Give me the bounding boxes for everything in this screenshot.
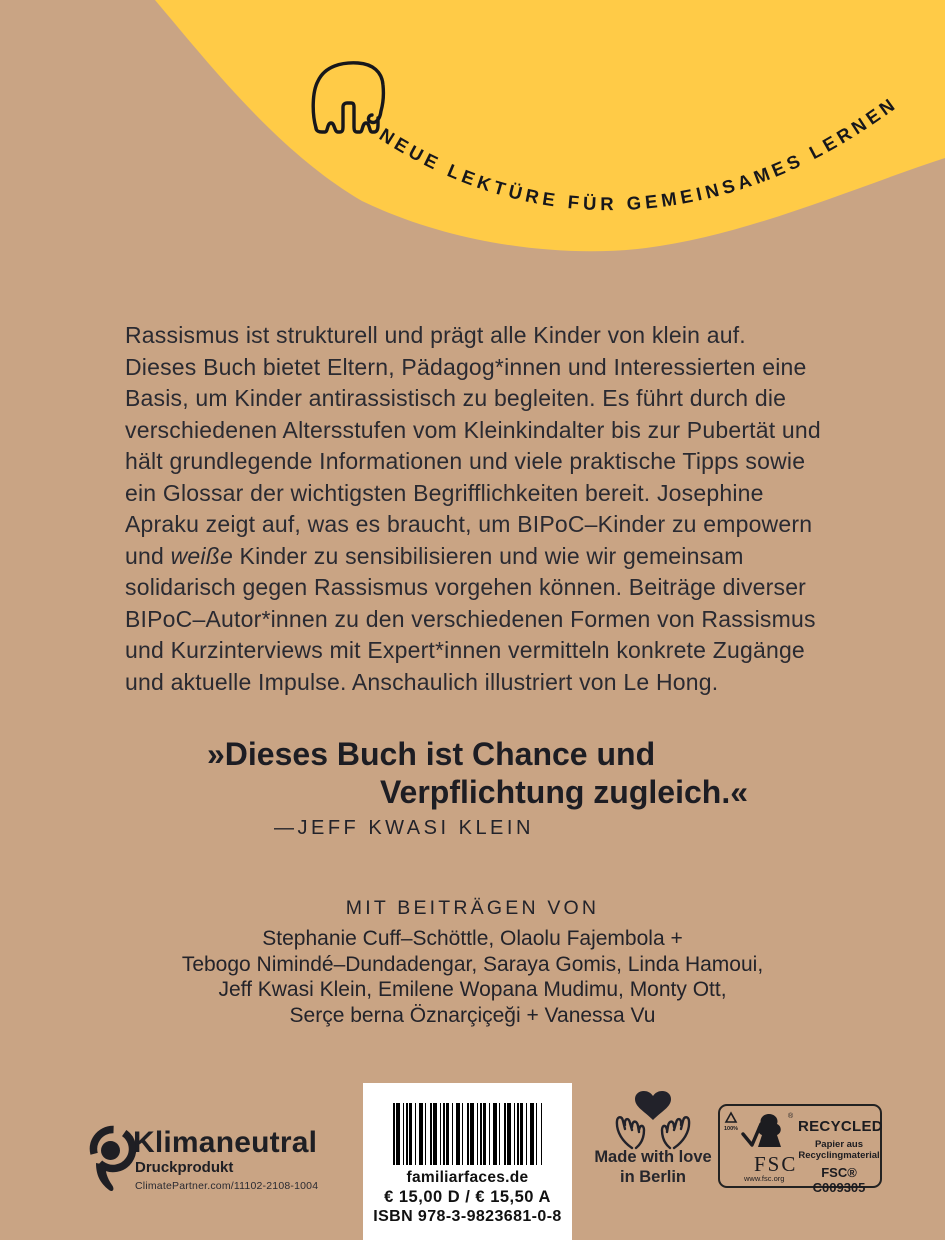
synopsis-line: solidarisch gegen Rassismus vorgehen können. Beiträge diverser [125,574,807,600]
fsc-label [718,1104,883,1195]
quote-attribution: —JEFF KWASI KLEIN [274,817,534,839]
heart-icon [635,1091,671,1120]
fsc-desc-line1: Papier aus [814,1139,864,1150]
fsc-acronym: FSC [754,1152,798,1176]
synopsis-line-italic-weisse: und weiße Kinder zu sensibilisieren und wie wir gemeinsam [125,542,744,569]
synopsis [125,320,865,698]
contributors-list [0,926,945,1028]
synopsis-line: und Kurzinterviews mit Expert*innen vermitteln konkrete Zugänge [125,637,805,663]
contributors-heading: MIT BEITRÄGEN VON [345,897,600,919]
synopsis-line: Apraku zeigt auf, was es braucht, um BIPoC–Kinder zu empowern [125,511,813,537]
made-with-love-line1: Made with love [594,1148,712,1166]
fsc-license-code: FSC® C009305 [812,1165,866,1195]
contributors-line: Serçe berna Öznarçiçeği + Vanessa Vu [289,1003,656,1027]
climate-subtitle: Druckprodukt [135,1159,234,1176]
svg-text:®: ® [788,1113,794,1120]
quote-line-2: Verpflichtung zugleich.« [379,774,748,810]
climate-reference: ClimatePartner.com/11102-2108-1004 [135,1180,319,1192]
hands-holding-heart-icon [596,1086,710,1150]
svg-text:100%: 100% [724,1126,739,1132]
fsc-desc-line2: Recyclingmaterial [798,1150,880,1161]
contributors-line: Jeff Kwasi Klein, Emilene Wopana Mudimu, Monty Ott, [218,978,727,1001]
synopsis-line: Rassismus ist strukturell und prägt alle Kinder von klein auf. [125,322,746,348]
fsc-recycled-label: RECYCLED [798,1118,883,1135]
price: € 15,00 D / € 15,50 A [384,1188,551,1206]
banner-tagline: NEUE LEKTÜRE FÜR GEMEINSAMES LERNEN [375,92,902,215]
synopsis-line: Basis, um Kinder antirassistisch zu begleiten. Es führt durch die [125,385,787,411]
contributors-line: Tebogo Nimindé–Dundadengar, Saraya Gomis, Linda Hamoui, [181,952,764,976]
synopsis-line: BIPoC–Autor*innen zu den verschiedenen Formen von Rassismus [125,605,816,632]
fsc-check-tree-icon [722,1110,796,1156]
italic-word: weiße [170,542,233,569]
fsc-url: www.fsc.org [744,1174,785,1183]
barcode-panel [363,1083,572,1240]
banner-yellow-shape [155,0,945,251]
isbn: ISBN 978-3-9823681-0-8 [373,1208,562,1225]
publisher-website: familiarfaces.de [406,1169,529,1186]
quote-line-1: »Dieses Buch ist Chance und [207,736,656,772]
synopsis-line: und aktuelle Impulse. Anschaulich illustriert von Le Hong. [125,668,719,695]
ean-barcode [393,1103,542,1165]
synopsis-line: Dieses Buch bietet Eltern, Pädagog*innen und Interessierten eine [125,353,807,380]
banner [0,0,945,295]
contributors-line: Stephanie Cuff–Schöttle, Olaolu Fajembola + [262,927,683,950]
synopsis-line: ein Glossar der wichtigsten Begrifflichkeiten bereit. Josephine [125,479,764,506]
recycling-triangle-icon [726,1113,736,1122]
synopsis-line: hält grundlegende Informationen und viele praktische Tipps sowie [125,448,806,474]
synopsis-line: verschiedenen Altersstufen vom Kleinkindalter bis zur Pubertät und [125,416,821,443]
climate-title: Klimaneutral [133,1126,318,1159]
made-with-love-line2: in Berlin [619,1168,686,1186]
